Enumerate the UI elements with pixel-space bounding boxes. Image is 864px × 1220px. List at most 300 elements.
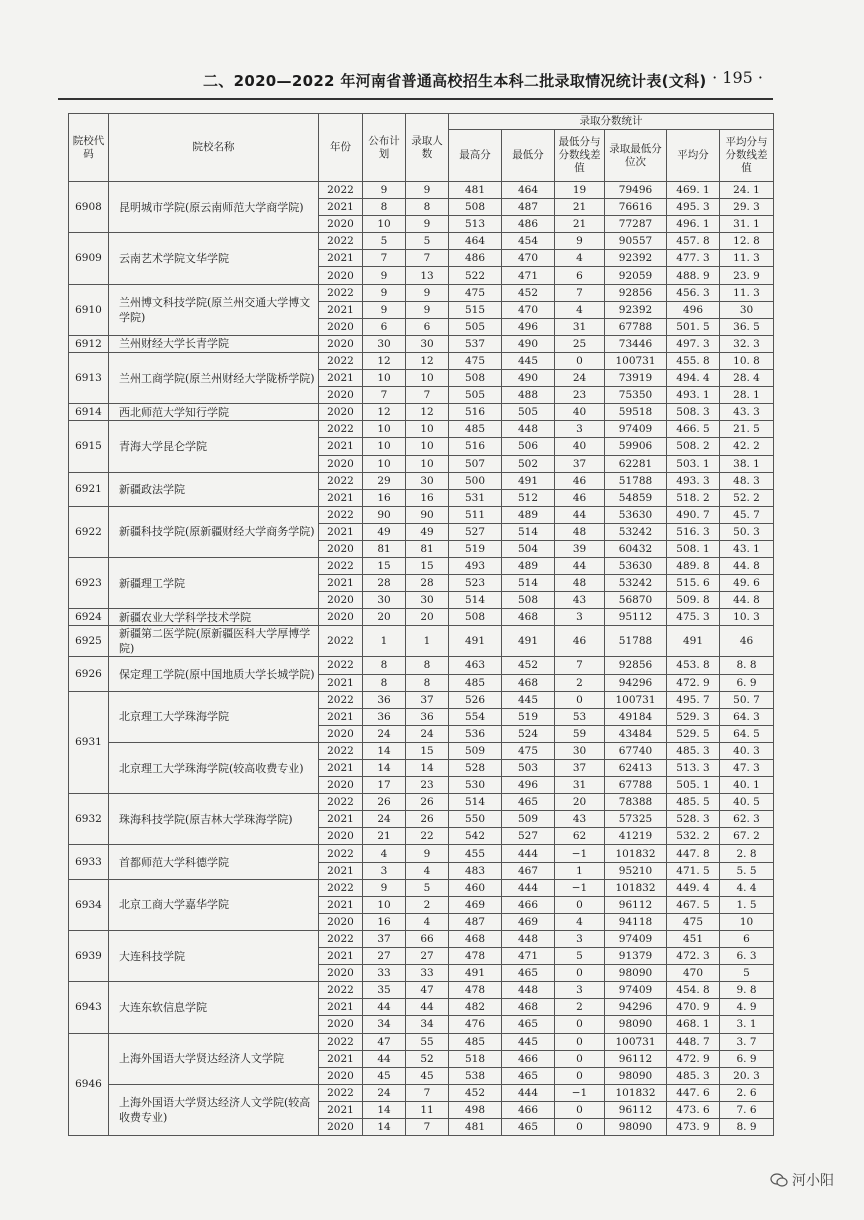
cell-min: 444 (502, 879, 555, 896)
cell-admitted: 22 (406, 828, 449, 845)
cell-min: 490 (502, 370, 555, 387)
cell-max: 538 (449, 1067, 502, 1084)
cell-plan: 10 (363, 896, 406, 913)
cell-plan: 30 (363, 335, 406, 352)
cell-max: 452 (449, 1084, 502, 1101)
cell-avg-diff: 4. 4 (720, 879, 774, 896)
cell-max: 507 (449, 455, 502, 472)
cell-min: 469 (502, 913, 555, 930)
cell-avg: 477. 3 (667, 250, 720, 267)
cell-year: 2022 (319, 558, 363, 575)
cell-admitted: 4 (406, 862, 449, 879)
cell-avg-diff: 10. 3 (720, 609, 774, 626)
cell-min-rank: 98090 (605, 1118, 667, 1135)
cell-avg-diff: 1. 5 (720, 896, 774, 913)
cell-avg-diff: 21. 5 (720, 421, 774, 438)
cell-min-rank: 62281 (605, 455, 667, 472)
cell-admitted: 13 (406, 267, 449, 284)
cell-min: 470 (502, 301, 555, 318)
cell-avg-diff: 5. 5 (720, 862, 774, 879)
cell-admitted: 8 (406, 199, 449, 216)
cell-min: 466 (502, 1101, 555, 1118)
cell-min-rank: 73919 (605, 370, 667, 387)
cell-max: 485 (449, 1033, 502, 1050)
cell-admitted: 6 (406, 318, 449, 335)
cell-plan: 16 (363, 489, 406, 506)
cell-year: 2021 (319, 811, 363, 828)
cell-min: 468 (502, 674, 555, 691)
school-code: 6914 (69, 404, 109, 421)
cell-max: 476 (449, 1016, 502, 1033)
cell-max: 536 (449, 725, 502, 742)
cell-max: 516 (449, 438, 502, 455)
admission-table (68, 113, 774, 1136)
cell-plan: 8 (363, 657, 406, 674)
cell-min: 488 (502, 387, 555, 404)
cell-min-diff: 24 (555, 370, 605, 387)
cell-max: 460 (449, 879, 502, 896)
cell-admitted: 52 (406, 1050, 449, 1067)
cell-min: 452 (502, 284, 555, 301)
cell-avg-diff: 46 (720, 626, 774, 657)
cell-min: 452 (502, 657, 555, 674)
cell-min-rank: 91379 (605, 948, 667, 965)
cell-min-diff: 30 (555, 742, 605, 759)
cell-min-diff: 0 (555, 691, 605, 708)
cell-admitted: 10 (406, 438, 449, 455)
cell-min-rank: 67740 (605, 742, 667, 759)
cell-avg-diff: 64. 3 (720, 708, 774, 725)
school-code: 6946 (69, 1033, 109, 1136)
school-name: 珠海科技学院(原吉林大学珠海学院) (109, 794, 319, 845)
cell-avg: 453. 8 (667, 657, 720, 674)
cell-avg: 508. 1 (667, 540, 720, 557)
school-code: 6915 (69, 421, 109, 472)
cell-max: 486 (449, 250, 502, 267)
cell-avg: 495. 3 (667, 199, 720, 216)
cell-min-diff: 3 (555, 982, 605, 999)
cell-min: 467 (502, 862, 555, 879)
cell-avg: 475. 3 (667, 609, 720, 626)
cell-plan: 28 (363, 575, 406, 592)
cell-min: 506 (502, 438, 555, 455)
cell-plan: 14 (363, 742, 406, 759)
school-name: 上海外国语大学贤达经济人文学院(较高收费专业) (109, 1084, 319, 1135)
cell-min: 468 (502, 609, 555, 626)
cell-min: 490 (502, 335, 555, 352)
cell-admitted: 5 (406, 233, 449, 250)
cell-avg-diff: 36. 5 (720, 318, 774, 335)
cell-year: 2022 (319, 472, 363, 489)
cell-plan: 3 (363, 862, 406, 879)
cell-admitted: 15 (406, 558, 449, 575)
cell-year: 2021 (319, 199, 363, 216)
cell-year: 2020 (319, 335, 363, 352)
school-code: 6932 (69, 794, 109, 845)
cell-year: 2020 (319, 965, 363, 982)
cell-avg-diff: 62. 3 (720, 811, 774, 828)
cell-plan: 10 (363, 421, 406, 438)
cell-min-diff: 43 (555, 592, 605, 609)
cell-min-rank: 77287 (605, 216, 667, 233)
cell-min: 527 (502, 828, 555, 845)
cell-plan: 9 (363, 182, 406, 199)
cell-admitted: 12 (406, 352, 449, 369)
cell-admitted: 30 (406, 592, 449, 609)
cell-min: 448 (502, 421, 555, 438)
cell-min-diff: 44 (555, 558, 605, 575)
cell-max: 528 (449, 760, 502, 777)
cell-year: 2021 (319, 1050, 363, 1067)
col-min-rank: 录取最低分位次 (605, 130, 667, 182)
cell-admitted: 9 (406, 284, 449, 301)
cell-min-diff: 53 (555, 708, 605, 725)
cell-plan: 4 (363, 845, 406, 862)
cell-year: 2020 (319, 404, 363, 421)
cell-plan: 35 (363, 982, 406, 999)
cell-avg-diff: 7. 6 (720, 1101, 774, 1118)
cell-min-rank: 53242 (605, 575, 667, 592)
table-row (69, 558, 774, 575)
cell-admitted: 30 (406, 472, 449, 489)
cell-min-diff: −1 (555, 879, 605, 896)
cell-max: 475 (449, 284, 502, 301)
cell-avg: 473. 6 (667, 1101, 720, 1118)
cell-admitted: 9 (406, 845, 449, 862)
cell-max: 491 (449, 965, 502, 982)
cell-min-rank: 100731 (605, 691, 667, 708)
cell-avg-diff: 40. 1 (720, 777, 774, 794)
table-row (69, 609, 774, 626)
cell-min-diff: 21 (555, 199, 605, 216)
cell-min: 471 (502, 948, 555, 965)
cell-avg-diff: 23. 9 (720, 267, 774, 284)
cell-avg-diff: 44. 8 (720, 558, 774, 575)
cell-min-rank: 97409 (605, 982, 667, 999)
cell-max: 481 (449, 1118, 502, 1135)
cell-plan: 14 (363, 1118, 406, 1135)
cell-avg: 493. 1 (667, 387, 720, 404)
cell-min-rank: 98090 (605, 1067, 667, 1084)
school-name: 新疆农业大学科学技术学院 (109, 609, 319, 626)
cell-admitted: 55 (406, 1033, 449, 1050)
table-row (69, 691, 774, 708)
cell-min-diff: 46 (555, 489, 605, 506)
cell-max: 498 (449, 1101, 502, 1118)
cell-min-rank: 100731 (605, 1033, 667, 1050)
cell-plan: 9 (363, 879, 406, 896)
cell-plan: 8 (363, 199, 406, 216)
cell-min-diff: −1 (555, 1084, 605, 1101)
cell-plan: 9 (363, 301, 406, 318)
cell-plan: 44 (363, 999, 406, 1016)
cell-avg: 529. 5 (667, 725, 720, 742)
cell-min-diff: 6 (555, 267, 605, 284)
cell-year: 2021 (319, 575, 363, 592)
cell-min: 465 (502, 794, 555, 811)
cell-year: 2021 (319, 1101, 363, 1118)
cell-avg: 456. 3 (667, 284, 720, 301)
school-name: 兰州博文科技学院(原兰州交通大学博文学院) (109, 284, 319, 335)
cell-avg-diff: 6 (720, 930, 774, 947)
school-code: 6934 (69, 879, 109, 930)
cell-avg: 503. 1 (667, 455, 720, 472)
cell-min-rank: 79496 (605, 182, 667, 199)
cell-avg: 488. 9 (667, 267, 720, 284)
cell-min: 502 (502, 455, 555, 472)
cell-avg-diff: 9. 8 (720, 982, 774, 999)
cell-min-diff: 19 (555, 182, 605, 199)
cell-year: 2020 (319, 387, 363, 404)
table-row (69, 182, 774, 199)
school-code: 6943 (69, 982, 109, 1033)
cell-min: 444 (502, 845, 555, 862)
cell-max: 537 (449, 335, 502, 352)
cell-plan: 26 (363, 794, 406, 811)
cell-plan: 16 (363, 913, 406, 930)
cell-min: 519 (502, 708, 555, 725)
school-code: 6922 (69, 506, 109, 557)
cell-avg: 447. 6 (667, 1084, 720, 1101)
cell-min-rank: 49184 (605, 708, 667, 725)
cell-min-diff: 46 (555, 472, 605, 489)
cell-min-rank: 92856 (605, 284, 667, 301)
cell-avg: 472. 3 (667, 948, 720, 965)
cell-admitted: 9 (406, 301, 449, 318)
cell-max: 530 (449, 777, 502, 794)
cell-avg-diff: 49. 6 (720, 575, 774, 592)
cell-min-rank: 97409 (605, 421, 667, 438)
cell-avg-diff: 4. 9 (720, 999, 774, 1016)
school-code: 6939 (69, 930, 109, 981)
cell-admitted: 7 (406, 387, 449, 404)
cell-min: 509 (502, 811, 555, 828)
cell-avg: 513. 3 (667, 760, 720, 777)
cell-max: 485 (449, 674, 502, 691)
cell-min: 471 (502, 267, 555, 284)
cell-avg-diff: 43. 1 (720, 540, 774, 557)
cell-avg: 472. 9 (667, 674, 720, 691)
cell-avg: 508. 2 (667, 438, 720, 455)
cell-min-diff: 3 (555, 421, 605, 438)
cell-admitted: 4 (406, 913, 449, 930)
cell-min-rank: 97409 (605, 930, 667, 947)
cell-avg-diff: 32. 3 (720, 335, 774, 352)
cell-max: 508 (449, 609, 502, 626)
cell-year: 2020 (319, 592, 363, 609)
table-row (69, 506, 774, 523)
cell-min-diff: 0 (555, 1050, 605, 1067)
cell-avg: 490. 7 (667, 506, 720, 523)
cell-max: 469 (449, 896, 502, 913)
cell-plan: 17 (363, 777, 406, 794)
cell-year: 2021 (319, 999, 363, 1016)
cell-min-diff: 20 (555, 794, 605, 811)
cell-avg-diff: 11. 3 (720, 250, 774, 267)
school-name: 北京理工大学珠海学院 (109, 691, 319, 742)
cell-min-rank: 92856 (605, 657, 667, 674)
cell-year: 2020 (319, 1118, 363, 1135)
cell-year: 2020 (319, 455, 363, 472)
page-number: · 195 · (712, 68, 763, 87)
cell-year: 2021 (319, 489, 363, 506)
cell-min-diff: 40 (555, 404, 605, 421)
cell-plan: 29 (363, 472, 406, 489)
cell-plan: 21 (363, 828, 406, 845)
cell-plan: 10 (363, 216, 406, 233)
cell-avg: 494. 4 (667, 370, 720, 387)
cell-year: 2022 (319, 794, 363, 811)
cell-min-diff: 0 (555, 1016, 605, 1033)
cell-max: 463 (449, 657, 502, 674)
school-code: 6921 (69, 472, 109, 506)
cell-admitted: 44 (406, 999, 449, 1016)
cell-admitted: 7 (406, 1084, 449, 1101)
cell-min-rank: 67788 (605, 318, 667, 335)
school-name: 上海外国语大学贤达经济人文学院 (109, 1033, 319, 1084)
cell-min-diff: 0 (555, 896, 605, 913)
cell-year: 2020 (319, 216, 363, 233)
cell-year: 2020 (319, 1067, 363, 1084)
cell-admitted: 2 (406, 896, 449, 913)
cell-avg-diff: 28. 4 (720, 370, 774, 387)
cell-plan: 14 (363, 760, 406, 777)
cell-min-diff: 4 (555, 250, 605, 267)
cell-avg: 447. 8 (667, 845, 720, 862)
cell-min-diff: 0 (555, 1033, 605, 1050)
cell-min-diff: 9 (555, 233, 605, 250)
cell-min-diff: 3 (555, 609, 605, 626)
cell-avg-diff: 31. 1 (720, 216, 774, 233)
cell-min-diff: 1 (555, 862, 605, 879)
cell-min-rank: 90557 (605, 233, 667, 250)
cell-avg-diff: 50. 3 (720, 523, 774, 540)
cell-min-diff: 4 (555, 913, 605, 930)
cell-min: 489 (502, 558, 555, 575)
cell-min: 505 (502, 404, 555, 421)
cell-min-diff: 21 (555, 216, 605, 233)
cell-year: 2022 (319, 233, 363, 250)
cell-avg-diff: 10. 8 (720, 352, 774, 369)
col-code: 院校代码 (69, 114, 109, 182)
cell-year: 2020 (319, 828, 363, 845)
cell-plan: 24 (363, 811, 406, 828)
cell-avg: 471. 5 (667, 862, 720, 879)
cell-min-rank: 101832 (605, 879, 667, 896)
col-min-diff: 最低分与分数线差值 (555, 130, 605, 182)
cell-avg-diff: 11. 3 (720, 284, 774, 301)
cell-max: 481 (449, 182, 502, 199)
cell-min-diff: 3 (555, 930, 605, 947)
page-title: 二、2020—2022 年河南省普通高校招生本科二批录取情况统计表(文科) (203, 72, 707, 90)
cell-min-diff: 4 (555, 301, 605, 318)
cell-avg-diff: 50. 7 (720, 691, 774, 708)
cell-admitted: 7 (406, 1118, 449, 1135)
school-code: 6933 (69, 845, 109, 879)
cell-avg: 454. 8 (667, 982, 720, 999)
cell-min: 465 (502, 1067, 555, 1084)
cell-avg: 485. 5 (667, 794, 720, 811)
cell-min-diff: 37 (555, 760, 605, 777)
cell-min: 444 (502, 1084, 555, 1101)
school-name: 青海大学昆仑学院 (109, 421, 319, 472)
cell-avg: 491 (667, 626, 720, 657)
cell-min-rank: 41219 (605, 828, 667, 845)
cell-avg: 455. 8 (667, 352, 720, 369)
school-code: 6909 (69, 233, 109, 284)
table-row (69, 794, 774, 811)
cell-min: 454 (502, 233, 555, 250)
cell-avg-diff: 6. 9 (720, 674, 774, 691)
cell-avg-diff: 43. 3 (720, 404, 774, 421)
school-name: 西北师范大学知行学院 (109, 404, 319, 421)
school-name: 昆明城市学院(原云南师范大学商学院) (109, 182, 319, 233)
cell-max: 516 (449, 404, 502, 421)
table-row (69, 879, 774, 896)
cell-min-rank: 96112 (605, 1101, 667, 1118)
cell-year: 2020 (319, 1016, 363, 1033)
cell-avg: 472. 9 (667, 1050, 720, 1067)
school-name: 大连东软信息学院 (109, 982, 319, 1033)
cell-min-rank: 59518 (605, 404, 667, 421)
cell-avg-diff: 64. 5 (720, 725, 774, 742)
cell-avg: 508. 3 (667, 404, 720, 421)
col-group: 录取分数统计 (449, 114, 774, 130)
cell-avg: 449. 4 (667, 879, 720, 896)
school-code: 6912 (69, 335, 109, 352)
cell-max: 485 (449, 421, 502, 438)
cell-plan: 36 (363, 691, 406, 708)
cell-min-rank: 95112 (605, 609, 667, 626)
cell-year: 2021 (319, 523, 363, 540)
cell-min-diff: 25 (555, 335, 605, 352)
cell-avg: 485. 3 (667, 742, 720, 759)
cell-admitted: 30 (406, 335, 449, 352)
cell-year: 2022 (319, 1084, 363, 1101)
cell-min: 491 (502, 626, 555, 657)
cell-avg: 515. 6 (667, 575, 720, 592)
cell-plan: 5 (363, 233, 406, 250)
table-row (69, 352, 774, 369)
cell-admitted: 26 (406, 794, 449, 811)
cell-min: 514 (502, 523, 555, 540)
cell-min-rank: 101832 (605, 1084, 667, 1101)
cell-avg: 509. 8 (667, 592, 720, 609)
cell-year: 2020 (319, 267, 363, 284)
cell-avg-diff: 42. 2 (720, 438, 774, 455)
cell-avg-diff: 12. 8 (720, 233, 774, 250)
table-row (69, 233, 774, 250)
cell-min-rank: 94296 (605, 674, 667, 691)
cell-max: 522 (449, 267, 502, 284)
cell-min: 445 (502, 352, 555, 369)
cell-avg-diff: 67. 2 (720, 828, 774, 845)
cell-avg-diff: 8. 9 (720, 1118, 774, 1135)
cell-plan: 49 (363, 523, 406, 540)
cell-max: 515 (449, 301, 502, 318)
cell-min-rank: 101832 (605, 845, 667, 862)
cell-min-diff: 62 (555, 828, 605, 845)
cell-avg: 529. 3 (667, 708, 720, 725)
watermark-text: 河小阳 (792, 1173, 834, 1189)
cell-year: 2021 (319, 250, 363, 267)
cell-plan: 20 (363, 609, 406, 626)
cell-year: 2022 (319, 879, 363, 896)
cell-avg-diff: 30 (720, 301, 774, 318)
cell-year: 2022 (319, 352, 363, 369)
cell-min-rank: 96112 (605, 896, 667, 913)
cell-max: 500 (449, 472, 502, 489)
